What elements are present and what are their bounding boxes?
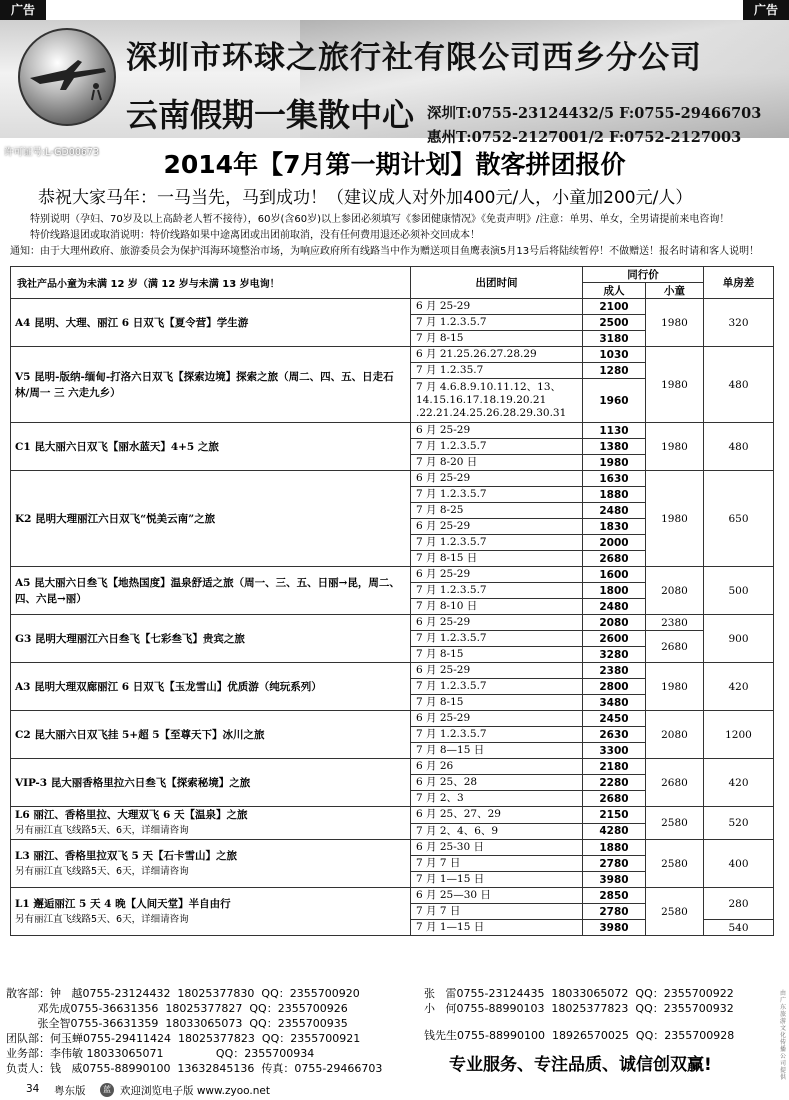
adult-price: 2150 (583, 807, 646, 824)
departure-date: 6 月 25-29 (411, 519, 583, 535)
departure-date: 6 月 25-29 (411, 299, 583, 315)
footer-link[interactable]: 欢迎浏览电子版 www.zyoo.net (120, 1085, 270, 1097)
adult-price: 1630 (583, 471, 646, 487)
adult-price: 2480 (583, 503, 646, 519)
table-row (11, 807, 774, 824)
adult-price: 2280 (583, 775, 646, 791)
departure-date: 6 月 26 (411, 759, 583, 775)
route-name (11, 423, 411, 471)
special-note: 特别说明（孕妇、70岁及以上高龄老人暂不接待），60岁(含60岁)以上参团必须填写《参团健康情况》《免责声明》/注意：单男、单女，全男请提前来电咨询！ (30, 214, 730, 225)
contact-line: 钱先生0755-88990100 18926570025 QQ：2355700928 (424, 1029, 735, 1042)
child-price: 1980 (646, 299, 704, 347)
child-price: 1980 (646, 423, 704, 471)
departure-date: 7 月 2、4、6、9 (411, 823, 583, 840)
adult-price: 2780 (583, 904, 646, 920)
departure-date: 6 月 25—30 日 (411, 888, 583, 904)
adult-price: 2180 (583, 759, 646, 775)
adult-price: 1880 (583, 487, 646, 503)
adult-price: 3980 (583, 920, 646, 936)
single-room-supplement: 480 (704, 423, 774, 471)
route-name (11, 615, 411, 663)
departure-date: 7 月 8-15 (411, 331, 583, 347)
departure-date: 7 月 1.2.3.5.7 (411, 631, 583, 647)
adult-price: 2850 (583, 888, 646, 904)
header-product: 我社产品小童为未满 12 岁（满 12 岁与未满 13 岁电询！ (11, 267, 411, 299)
adult-price: 3480 (583, 695, 646, 711)
child-price: 2680 (646, 759, 704, 807)
table-row (11, 471, 774, 487)
header-adult: 成人 (583, 283, 646, 299)
departure-date: 7 月 1.2.35.7 (411, 363, 583, 379)
company-name: 深圳市环球之旅行社有限公司西乡分公司 (126, 40, 702, 76)
contact-line: 负责人：钱 威0755-88990100 13632845136 传真：0755-29466703 (6, 1062, 383, 1075)
route-title: L1 邂逅丽江 5 天 4 晚【人间天堂】半自由行 (15, 897, 231, 910)
route-subnote: 另有丽江直飞线路5天、6天，详细请咨询 (15, 865, 189, 877)
route-name (11, 663, 411, 711)
child-price: 2580 (646, 807, 704, 840)
route-title: G3 昆明大理丽江六日叁飞【七彩叁飞】贵宾之旅 (15, 632, 245, 645)
departure-date: 7 月 1—15 日 (411, 872, 583, 888)
adult-price: 3180 (583, 331, 646, 347)
contact-line: 散客部：钟 越0755-23124432 18025377830 QQ：2355700920 (6, 987, 360, 1000)
route-title: V5 昆明-版纳-缅甸-打洛六日双飞【探索边境】探索之旅（周二、四、五、日走石林/周一 三 六走九乡） (15, 370, 394, 399)
table-row (11, 567, 774, 583)
route-title: K2 昆明大理丽江六日双飞“悦美云南”之旅 (15, 512, 216, 525)
route-name (11, 711, 411, 759)
departure-date: 7 月 8-15 (411, 695, 583, 711)
departure-date: 7 月 1.2.3.5.7 (411, 679, 583, 695)
adult-price: 3300 (583, 743, 646, 759)
adult-price: 2800 (583, 679, 646, 695)
adult-price: 2680 (583, 791, 646, 807)
slogan: 恭祝大家马年：一马当先，马到成功！（建议成人对外加400元/人，小童加200元/人） (38, 188, 693, 208)
departure-date: 6 月 25-29 (411, 615, 583, 631)
departure-date: 7 月 1.2.3.5.7 (411, 727, 583, 743)
departure-date: 6 月 21.25.26.27.28.29 (411, 347, 583, 363)
table-row (11, 888, 774, 904)
departure-date: 7 月 1.2.3.5.7 (411, 439, 583, 455)
single-room-supplement: 520 (704, 807, 774, 840)
departure-date: 6 月 25-29 (411, 423, 583, 439)
departure-date: 7 月 1.2.3.5.7 (411, 315, 583, 331)
route-name (11, 299, 411, 347)
route-title: A4 昆明、大理、丽江 6 日双飞【夏令营】学生游 (15, 316, 249, 329)
single-room-supplement: 420 (704, 759, 774, 807)
departure-date: 7 月 1.2.3.5.7 (411, 487, 583, 503)
single-room-supplement: 480 (704, 347, 774, 423)
single-room-supplement: 500 (704, 567, 774, 615)
ad-label-left: 广告 (0, 0, 46, 20)
departure-date: 7 月 7 日 (411, 856, 583, 872)
route-name (11, 840, 411, 888)
table-row (11, 423, 774, 439)
adult-price: 1880 (583, 840, 646, 856)
table-row (11, 663, 774, 679)
route-subnote: 另有丽江直飞线路5天、6天，详细请咨询 (15, 913, 189, 925)
child-price: 2580 (646, 888, 704, 936)
contact-line: 业务部：李伟敏 18033065071 QQ：2355700934 (6, 1047, 315, 1060)
single-room-supplement: 400 (704, 840, 774, 888)
adult-price: 1830 (583, 519, 646, 535)
departure-date: 6 月 25、27、29 (411, 807, 583, 824)
adult-price: 1980 (583, 455, 646, 471)
child-price: 2080 (646, 711, 704, 759)
motto: 专业服务、专注品质、诚信创双赢! (449, 1055, 712, 1075)
adult-price: 1030 (583, 347, 646, 363)
header-single-room: 单房差 (704, 267, 774, 299)
contact-line: 小 何0755-88990103 18025377823 QQ：2355700932 (424, 1002, 734, 1015)
single-room-supplement: 320 (704, 299, 774, 347)
adult-price: 2680 (583, 551, 646, 567)
child-price: 2680 (646, 631, 704, 663)
table-row (11, 615, 774, 631)
child-price: 1980 (646, 663, 704, 711)
footer (0, 1080, 789, 1100)
child-price: 2580 (646, 840, 704, 888)
adult-price: 1130 (583, 423, 646, 439)
adult-price: 2000 (583, 535, 646, 551)
adult-price: 2380 (583, 663, 646, 679)
header-peer-price: 同行价 (583, 267, 704, 283)
departure-date: 6 月 25-29 (411, 663, 583, 679)
child-price: 1980 (646, 471, 704, 567)
globe-logo-icon (18, 28, 116, 126)
departure-date: 6 月 25-29 (411, 567, 583, 583)
single-room-supplement: 540 (704, 920, 774, 936)
adult-price: 4280 (583, 823, 646, 840)
adult-price: 2600 (583, 631, 646, 647)
child-price: 2380 (646, 615, 704, 631)
adult-price: 3280 (583, 647, 646, 663)
adult-price: 2480 (583, 599, 646, 615)
route-title: VIP-3 昆大丽香格里拉六日叁飞【探索秘境】之旅 (15, 776, 251, 789)
route-subnote: 另有丽江直飞线路5天、6天，详细请咨询 (15, 825, 189, 836)
adult-price: 1800 (583, 583, 646, 599)
single-room-supplement: 650 (704, 471, 774, 567)
adult-price: 3980 (583, 872, 646, 888)
contact-line: 张 雷0755-23124435 18033065072 QQ：2355700922 (424, 987, 734, 1000)
table-row (11, 347, 774, 363)
departure-date: 7 月 1—15 日 (411, 920, 583, 936)
price-table (10, 266, 774, 936)
departure-date: 6 月 25-29 (411, 711, 583, 727)
departure-date: 7 月 8-15 (411, 647, 583, 663)
departure-date: 7 月 8—15 日 (411, 743, 583, 759)
table-row (11, 840, 774, 856)
table-row (11, 759, 774, 775)
route-title: A3 昆明大理双廊丽江 6 日双飞【玉龙雪山】优质游（纯玩系列） (15, 680, 322, 693)
departure-date: 7 月 8-10 日 (411, 599, 583, 615)
ad-label-right: 广告 (743, 0, 789, 20)
header-date: 出团时间 (411, 267, 583, 299)
table-row (11, 711, 774, 727)
route-name (11, 759, 411, 807)
route-title: C1 昆大丽六日双飞【丽水蓝天】4+5 之旅 (15, 440, 219, 453)
child-price: 2080 (646, 567, 704, 615)
adult-price: 2450 (583, 711, 646, 727)
vertical-note: 由广东旅游文化传播公司提供 (780, 990, 787, 1081)
departure-date: 7 月 8-20 日 (411, 455, 583, 471)
adult-price: 1380 (583, 439, 646, 455)
table-row (11, 299, 774, 315)
adult-price: 2080 (583, 615, 646, 631)
notice: 通知：由于大理州政府、旅游委员会为保护洱海环境整治市场，为响应政府所有线路当中作为赠送项目鱼鹰表演5月13号后将陆续暂停！不做赠送！报名时请和客人说明！ (10, 246, 760, 257)
adult-price: 1960 (583, 379, 646, 423)
route-name (11, 807, 411, 840)
departure-date: 7 月 1.2.3.5.7 (411, 583, 583, 599)
header-child: 小童 (646, 283, 704, 299)
route-name (11, 471, 411, 567)
single-room-supplement: 280 (704, 888, 774, 920)
adult-price: 2630 (583, 727, 646, 743)
route-title: C2 昆大丽六日双飞挂 5+超 5【至尊天下】冰川之旅 (15, 728, 265, 741)
single-room-supplement: 420 (704, 663, 774, 711)
departure-date: 7 月 2、3 (411, 791, 583, 807)
departure-date: 7 月 8-25 (411, 503, 583, 519)
departure-date: 6 月 25-30 日 (411, 840, 583, 856)
route-title: A5 昆大丽六日叁飞【地热国度】温泉舒适之旅（周一、三、五、日丽→昆，周二、四、六昆→丽） (15, 576, 400, 605)
route-name (11, 567, 411, 615)
shenzhen-phone: 深圳T:0755-23124432/5 F:0755-29466703 (427, 105, 762, 122)
single-room-supplement: 900 (704, 615, 774, 663)
contact-line: 邓先成0755-36631356 18025377827 QQ：2355700926 (6, 1002, 348, 1015)
company-subtitle: 云南假期一集散中心 (126, 96, 415, 134)
cancel-note: 特价线路退团或取消说明：特价线路如果中途离团或出团前取消，没有任何费用退还必须补交回成本！ (30, 230, 480, 241)
departure-date: 6 月 25、28 (411, 775, 583, 791)
route-title: L3 丽江、香格里拉双飞 5 天【石卡雪山】之旅 (15, 849, 237, 862)
contact-line: 团队部：何玉蝉0755-29411424 18025377823 QQ：2355700921 (6, 1032, 361, 1045)
adult-price: 1600 (583, 567, 646, 583)
page-number: 34 (26, 1083, 40, 1095)
child-price: 1980 (646, 347, 704, 423)
company-banner (0, 20, 789, 158)
license-number: 许可证号:L-GD00673 (4, 147, 100, 158)
adult-price: 2100 (583, 299, 646, 315)
departure-date: 7 月 7 日 (411, 904, 583, 920)
huizhou-phone: 惠州T:0752-2127001/2 F:0752-2127003 (427, 129, 742, 146)
adult-price: 2780 (583, 856, 646, 872)
departure-date: 6 月 25-29 (411, 471, 583, 487)
departure-date: 7 月 8-15 日 (411, 551, 583, 567)
route-title: L6 丽江、香格里拉、大理双飞 6 天【温泉】之旅 (15, 809, 248, 821)
edition-badge-icon: 蓝 (100, 1083, 114, 1097)
route-name (11, 347, 411, 423)
contact-line: 张全智0755-36631359 18033065073 QQ：2355700935 (6, 1017, 348, 1030)
adult-price: 1280 (583, 363, 646, 379)
departure-date: 7 月 4.6.8.9.10.11.12、13、14.15.16.17.18.19.20.21 .22.21.24.25.26.28.29.30.31 (411, 379, 583, 423)
single-room-supplement: 1200 (704, 711, 774, 759)
adult-price: 2500 (583, 315, 646, 331)
route-name (11, 888, 411, 936)
page-title: 2014年【7月第一期计划】散客拼团报价 (163, 150, 626, 179)
departure-date: 7 月 1.2.3.5.7 (411, 535, 583, 551)
edition: 粤东版 (54, 1085, 86, 1097)
